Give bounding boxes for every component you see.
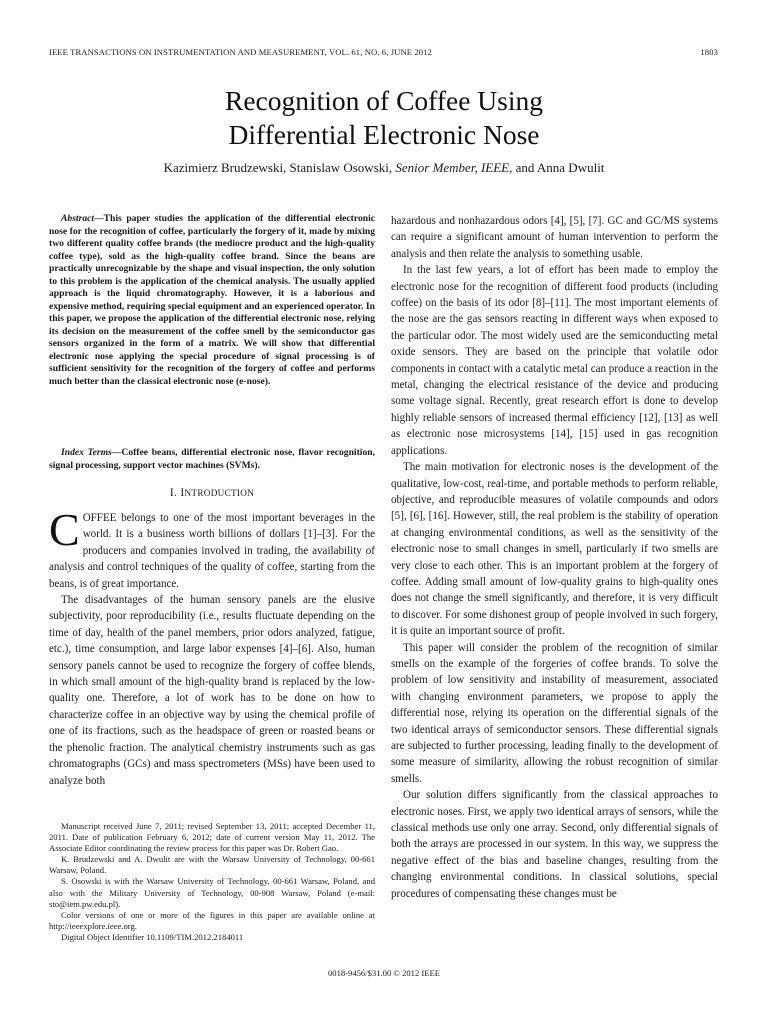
index-terms [49,447,375,472]
footnote-doi: Digital Object Identifier 10.1109/TIM.2012.2184011 [61,931,244,942]
right-paragraph-5: Our solution differs significantly from the classical approaches to electronic noses. First, we apply two identical arrays of sensors, while the classical methods use only one array. Second, only differential signals of both the arrays are processed in our system. In this way, we suppress the negative effect of the bias and baseline changes, resulting from the changing environmental conditions. In classical solutions, special procedures of compensating these changes must be [391,789,718,900]
journal-header: IEEE TRANSACTIONS ON INSTRUMENTATION AND MEASUREMENT, VOL. 61, NO. 6, JUNE 2012 [49,47,432,57]
footnote-affiliation-1: K. Brudzewski and A. Dwulit are with the Warsaw University of Technology, 00-661 Warsaw, Poland. [49,854,375,876]
right-column [391,213,718,902]
footnotes [49,821,375,943]
footnote-color-versions: Color versions of one or more of the figures in this paper are available online at http://ieeexplore.ieee.org. [49,909,375,931]
abstract [49,213,375,388]
right-paragraph-2: In the last few years, a lot of effort has been made to employ the electronic nose for the recognition of different food products (including coffee) on the basis of its odor [8]–[11]. The most important elements of the nose are the gas sensors reacting in different ways when exposed to the particular odor. The most widely used are the semiconducting metal oxide sensors. They are based on the principle that volatile odor components in contact with a catalytic metal can produce a reaction in the metal, changing the electrical resistance of the device and producing some voltage signal. Recently, great research effort is done to develop highly reliable sensors of increased thermal efficiency [12], [13] as well as electronic nose microsystems [14], [15] used in gas recognition applications. [391,264,718,457]
section-title-rest: NTRODUCTION [184,488,255,498]
footnote-affiliation-2: S. Osowski is with the Warsaw University of Technology, 00-661 Warsaw, Poland, and also with the Military University of Technology, 00-908 Warsaw, Poland (e-mail: sto@iem.pw.edu.pl). [49,876,375,909]
section-title-initial: I [180,487,185,499]
first-word-rest: OFFEE [82,512,117,524]
copyright-footer: 0018-9456/$31.00 © 2012 IEEE [327,968,441,978]
intro-paragraph-1 [49,504,375,592]
introduction-body [49,504,375,789]
right-paragraph-3: The main motivation for electronic noses is the development of the qualitative, low-cost, real-time, and portable methods to perform reliable, objective, and reproducible measures of volatile compounds and odors [5], [6], [16]. However, still, the real problem is the stability of operation at changing environmental conditions, as well as the sensitivity of the electronic nose to small changes in smell, particularly if two smells are very close to each other. This is an important problem at the forgery of coffee. Adding small amount of low-quality grains to high-quality ones does not change the smell significantly, and therefore, it is very difficult to discover. For some dishonest group of people involved in such forgery, it is quite an important source of profit. [391,461,718,638]
abstract-text: —This paper studies the application of the differential electronic nose for the recognition of coffee, particularly the forgery of it, made by mixing two different quality coffee brands (the mediocre product and the high-quality coffee type), sold as the high-quality coffee brand. Since the beans are practically unrecognizable by the shape and visual inspection, the only solution to this problem is the application of the chemical analysis. The usually applied approach is the liquid chromatography. However, it is a laborious and expensive method, requiring special equipment and an experienced operator. In this paper, we propose the application of the differential electronic nose, relying its decision on the measurement of the coffee smell by the semiconductor gas sensors organized in the form of a matrix. We will show that differential electronic nose applying the special procedure of signal processing is of sufficient sensitivity for the recognition of the forgery of coffee and performs much better than the classical electronic nose (e-nose). [49,213,375,387]
authors-part-a: Kazimierz Brudzewski, Stanislaw Osowski, [163,160,396,175]
index-terms-label: Index Terms [61,447,112,458]
footnote-manuscript: Manuscript received June 7, 2011; revised September 13, 2011; accepted December 11, 2011. Date of publication February 6, 2012; date of current version May 11, 2012. The Associate Editor coordinating the review process for this paper was Dr. Robert Gao. [49,821,375,854]
right-paragraph-4: This paper will consider the problem of the recognition of similar smells on the example of the forgeries of coffee brands. To solve the problem of low sensitivity and instability of measurement, associated with changing environment parameters, we propose to apply the differential nose, relying its operation on the differential signals of the two identical arrays of semiconductor sensors. These differential signals are subjected to further processing, leading finally to the development of some measure of similarity, allowing the robust recognition of similar smells. [391,641,718,785]
author-list [0,160,768,176]
authors-part-b: , and Anna Dwulit [509,160,605,175]
drop-cap: C [49,504,80,555]
index-terms-text: —Coffee beans, differential electronic nose, flavor recognition, signal processing, support vector machines (SVMs). [49,447,375,471]
intro-p1-text: belongs to one of the most important beverages in the world. It is a business worth billions of dollars [1]–[3]. For the producers and companies involved in trading, the availability of analysis and control techniques of the quality of coffee, starting from the beans, is of great importance. [49,512,375,590]
title-line-1: Recognition of Coffee Using [225,85,543,116]
section-heading [49,487,375,499]
intro-paragraph-2: The disadvantages of the human sensory panels are the elusive subjectivity, poor reproducibility (i.e., results fluctuate depending on the time of day, health of the panel members, prior odors analyzed, fatigue, etc.), time consumption, and large labor expenses [4]–[6]. Also, human sensory panels cannot be used to recognize the forgery of coffee blends, in which small amount of the high-quality brand is replaced by the low-quality one. Therefore, a lot of work has to be done on how to characterize coffee in an objective way by using the chemical profile of one of its fractions, such as the headspace of green or roasted beans or the phenolic fraction. The analytical chemistry instruments such as gas chromatographs (GCs) and mass spectrometers (MSs) have been used to analyze both [49,594,375,787]
title-line-2: Differential Electronic Nose [228,119,540,150]
paper-title [0,84,768,152]
authors-membership: Senior Member, IEEE [395,160,510,175]
abstract-label: Abstract [61,213,95,224]
right-paragraph-1: hazardous and nonhazardous odors [4], [5], [7]. GC and GC/MS systems can require a significant amount of human intervention to perform the analysis and then relate the analysis to something usable. [391,215,718,260]
section-number: I. [169,487,181,499]
page-number: 1803 [700,47,718,57]
